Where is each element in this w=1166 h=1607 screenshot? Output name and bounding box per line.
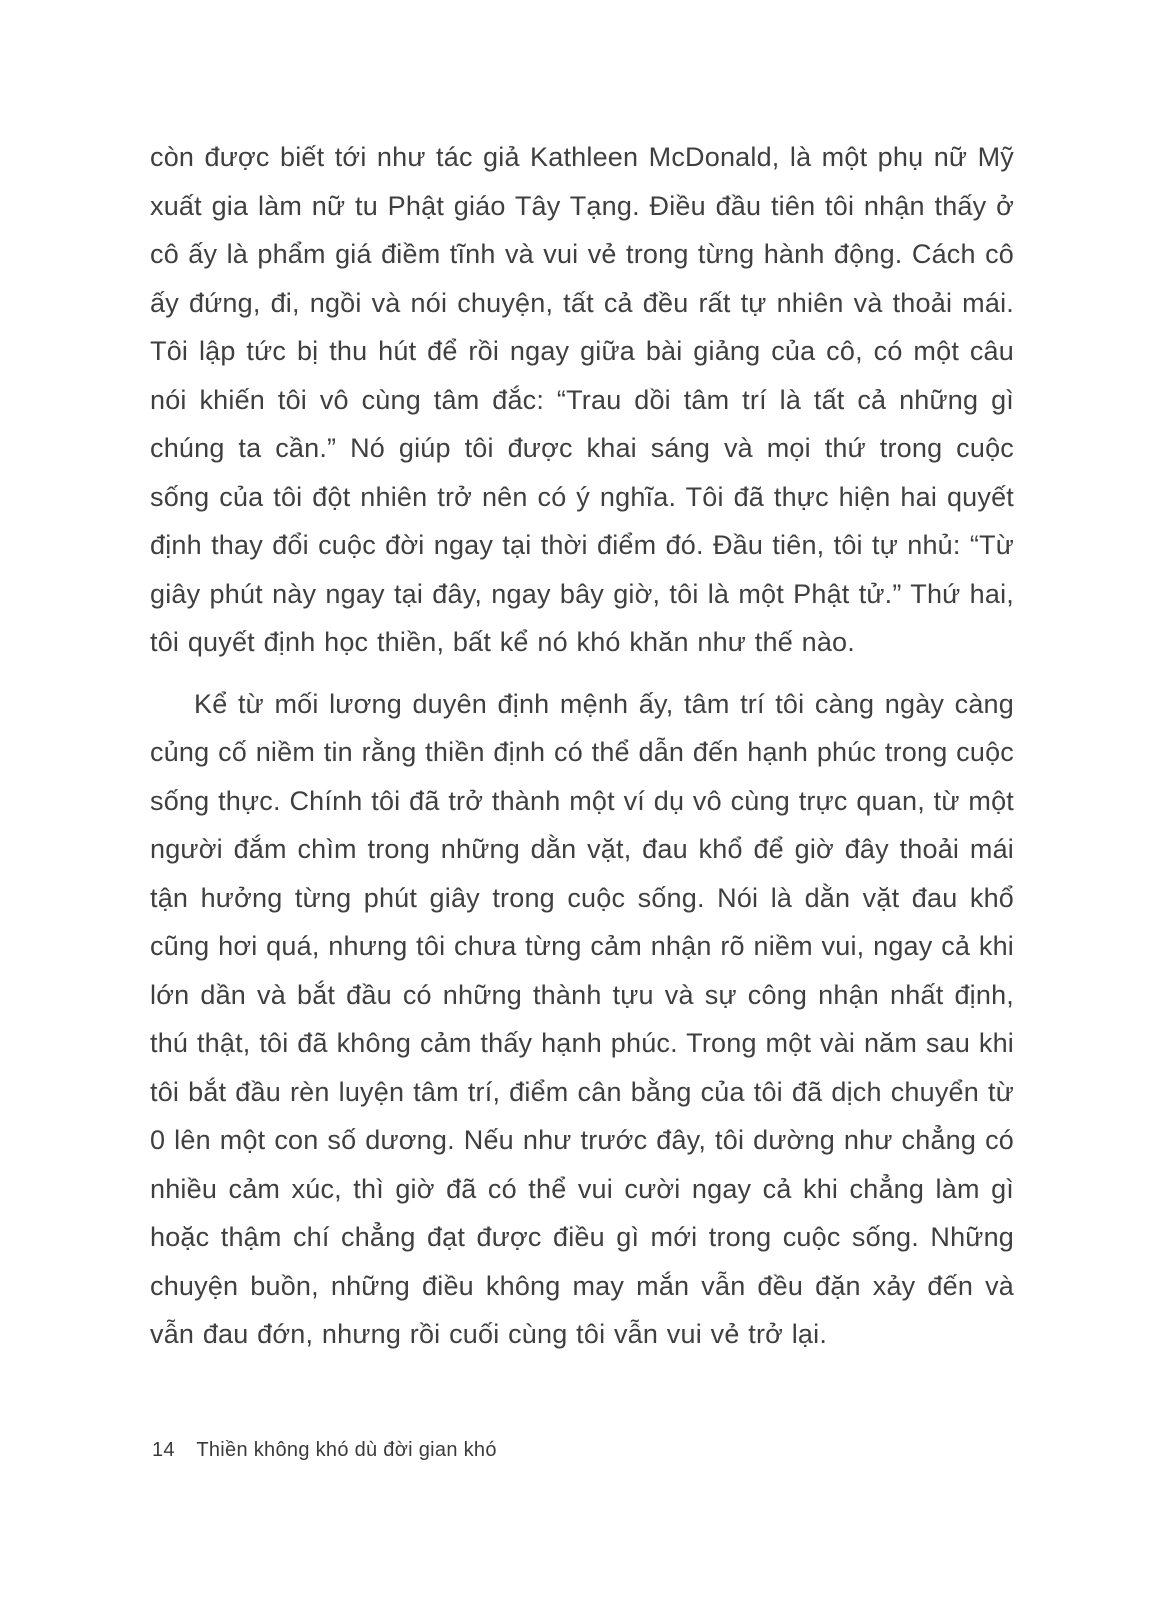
body-text bbox=[150, 133, 1014, 1359]
page-footer bbox=[152, 1438, 497, 1462]
page-number: 14 bbox=[152, 1439, 175, 1461]
running-footer-title: Thiền không khó dù đời gian khó bbox=[196, 1439, 497, 1461]
paragraph-1: còn được biết tới như tác giả Kathleen McDonald, là một phụ nữ Mỹ xuất gia làm nữ tu Phật giáo Tây Tạng. Điều đầu tiên tôi nhận thấy ở cô ấy là phẩm giá điềm tĩnh và vui vẻ trong từng hành động. Cách cô ấy đứng, đi, ngồi và nói chuyện, tất cả đều rất tự nhiên và thoải mái. Tôi lập tức bị thu hút để rồi ngay giữa bài giảng của cô, có một câu nói khiến tôi vô cùng tâm đắc: “Trau dồi tâm trí là tất cả những gì chúng ta cần.” Nó giúp tôi được khai sáng và mọi thứ trong cuộc sống của tôi đột nhiên trở nên có ý nghĩa. Tôi đã thực hiện hai quyết định thay đổi cuộc đời ngay tại thời điểm đó. Đầu tiên, tôi tự nhủ: “Từ giây phút này ngay tại đây, ngay bây giờ, tôi là một Phật tử.” Thứ hai, tôi quyết định học thiền, bất kể nó khó khăn như thế nào. bbox=[150, 142, 1014, 657]
paragraph-2: Kể từ mối lương duyên định mệnh ấy, tâm trí tôi càng ngày càng củng cố niềm tin rằng thiền định có thể dẫn đến hạnh phúc trong cuộc sống thực. Chính tôi đã trở thành một ví dụ vô cùng trực quan, từ một người đắm chìm trong những dằn vặt, đau khổ để giờ đây thoải mái tận hưởng từng phút giây trong cuộc sống. Nói là dằn vặt đau khổ cũng hơi quá, nhưng tôi chưa từng cảm nhận rõ niềm vui, ngay cả khi lớn dần và bắt đầu có những thành tựu và sự công nhận nhất định, thú thật, tôi đã không cảm thấy hạnh phúc. Trong một vài năm sau khi tôi bắt đầu rèn luyện tâm trí, điểm cân bằng của tôi đã dịch chuyển từ 0 lên một con số dương. Nếu như trước đây, tôi dường như chẳng có nhiều cảm xúc, thì giờ đã có thể vui cười ngay cả khi chẳng làm gì hoặc thậm chí chẳng đạt được điều gì mới trong cuộc sống. Những chuyện buồn, những điều không may mắn vẫn đều đặn xảy đến và vẫn đau đớn, nhưng rồi cuối cùng tôi vẫn vui vẻ trở lại. bbox=[150, 688, 1014, 1349]
